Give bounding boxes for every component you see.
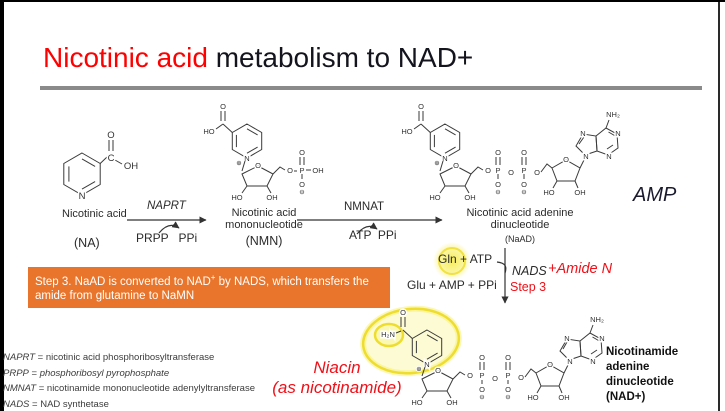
atom-label: O <box>479 385 485 394</box>
niacin-annotation <box>266 358 408 398</box>
atom-label: HO <box>401 127 413 136</box>
atom-label: N <box>442 154 448 163</box>
naad-label <box>452 207 588 244</box>
atom-label: O <box>418 102 424 111</box>
charge-label: ⊖ <box>479 394 485 401</box>
na-abbr: (NA) <box>74 236 100 250</box>
footnote-abbr: NADS <box>3 398 30 410</box>
atom-label: OH <box>446 398 458 407</box>
atom-label: HO <box>203 127 215 136</box>
atom-label: O <box>505 385 511 394</box>
atom-label: N <box>580 129 586 138</box>
atom-label: O <box>299 148 305 157</box>
nmn-line2: mononucleotide <box>225 219 303 232</box>
atom-label: N <box>244 154 250 163</box>
atom-label: N <box>564 334 570 343</box>
footnote-desc: nicotinamide mononucleotide adenylyltransferase <box>46 383 255 394</box>
charge-label: ⊖ <box>505 394 511 401</box>
atom-label: O <box>518 373 524 382</box>
atom-label: O <box>492 374 498 383</box>
step3-input: Gln + ATP <box>438 252 493 266</box>
step3-label: Step 3 <box>510 280 547 294</box>
atom-label: OH <box>123 161 139 172</box>
enzyme-nads: NADS <box>512 264 547 278</box>
step2-cofactors: ATP PPi <box>349 228 397 242</box>
atom-label: O <box>479 353 485 362</box>
atom-label: OH <box>558 393 570 402</box>
footnote-abbr: PRPP <box>3 367 29 379</box>
atom-label: O <box>255 161 261 170</box>
amide-annotation: +Amide N <box>548 261 613 277</box>
footnote-eq: = <box>28 367 40 379</box>
niacin-line2: (as nicotinamide) <box>272 378 402 397</box>
footnote-nads <box>3 397 255 411</box>
atom-label: O <box>485 166 491 175</box>
footnote-desc: NAD synthetase <box>40 398 109 410</box>
footnote-prpp <box>3 366 255 382</box>
atom-label: OH <box>464 193 476 202</box>
atom-label: N <box>599 334 605 343</box>
nmn-structure <box>203 102 323 202</box>
charge-label: ⊖ <box>495 189 501 196</box>
naad-structure <box>401 102 620 202</box>
atom-label: O <box>495 148 501 157</box>
atom-label: HO <box>429 193 441 202</box>
atom-label: O <box>563 155 569 164</box>
atom-label: NH₂ <box>590 315 604 324</box>
atom-label: O <box>220 102 226 111</box>
nad-line1: Nicotinamide <box>606 346 679 358</box>
atom-label: P <box>495 166 501 175</box>
nmn-label <box>205 207 323 248</box>
atom-label: O <box>495 180 501 189</box>
footnote-naprt <box>3 350 255 366</box>
callout-line1-post: by NADS, which transfers the <box>215 275 369 288</box>
atom-label: C <box>107 153 115 164</box>
atom-label: O <box>453 161 459 170</box>
atom-label: NH₂ <box>606 110 620 119</box>
title-highlight: Nicotinic acid <box>43 42 208 73</box>
atom-label: O <box>299 180 305 189</box>
naad-abbr: (NaAD) <box>504 233 535 244</box>
atom-label: O <box>287 166 293 175</box>
atom-label: O <box>534 168 540 177</box>
charge-label: ⊕ <box>236 160 242 167</box>
step1-cofactors: PRPP PPi <box>136 231 198 245</box>
atom-label: O <box>521 180 527 189</box>
nmn-abbr: (NMN) <box>245 233 283 248</box>
callout-line1: Step 3. NaAD is converted to NAD <box>35 275 211 288</box>
callout-sup: + <box>210 273 216 282</box>
atom-label: P <box>521 166 527 175</box>
enzyme-naprt: NAPRT <box>147 200 186 212</box>
niacin-line1: Niacin <box>313 358 361 377</box>
atom-label: OH <box>574 188 586 197</box>
title-rest: metabolism to NAD+ <box>207 42 474 73</box>
atom-label: HO <box>411 398 423 407</box>
atom-label: O <box>505 353 511 362</box>
atom-label: N <box>567 357 573 366</box>
atom-label: O <box>435 366 441 375</box>
atom-label: O <box>107 130 115 141</box>
enzyme-nmnat: NMNAT <box>344 201 385 213</box>
step3-output: Glu + AMP + PPi <box>407 278 497 292</box>
atom-label: N <box>424 360 430 369</box>
charge-label: ⊕ <box>434 160 440 167</box>
atom-label: OH <box>266 193 278 202</box>
atom-label: P <box>505 371 511 380</box>
step3-callout <box>28 267 390 308</box>
footnote-abbr: NMNAT <box>3 383 37 394</box>
nad-product-label <box>606 345 718 405</box>
atom-label: OH <box>312 166 324 175</box>
atom-label: H₂N <box>381 330 395 339</box>
atom-label: N <box>590 357 596 366</box>
naad-line2: dinucleotide <box>490 219 550 232</box>
atom-label: HO <box>527 393 539 402</box>
atom-label: N <box>615 129 621 138</box>
footnote-eq: = <box>36 383 47 394</box>
charge-label: ⊕ <box>416 366 422 373</box>
naad-line1: Nicotinic acid adenine <box>466 207 574 219</box>
amp-label: AMP <box>633 184 677 206</box>
atom-label: O <box>521 148 527 157</box>
atom-label: P <box>299 166 305 175</box>
footnote-desc: phosphoribosyl pyrophosphate <box>39 367 170 379</box>
nicotinic-acid-structure <box>64 130 138 202</box>
atom-label: O <box>547 360 553 369</box>
na-label: Nicotinic acid <box>62 208 127 220</box>
footnotes <box>3 350 255 411</box>
atom-label: O <box>400 308 406 317</box>
footnote-desc: nicotinic acid phosphoribosyltransferase <box>45 352 215 363</box>
atom-label: O <box>467 371 473 380</box>
nad-line3: (NAD+) <box>606 391 646 403</box>
atom-label: N <box>583 152 589 161</box>
atom-label: O <box>508 168 514 177</box>
footnote-eq: = <box>35 352 46 363</box>
atom-label: P <box>479 371 485 380</box>
atom-label: HO <box>543 188 555 197</box>
charge-label: ⊖ <box>521 189 527 196</box>
nmn-line1: Nicotinic acid <box>231 207 297 219</box>
footnote-abbr: NAPRT <box>3 352 36 363</box>
atom-label: N <box>78 191 86 202</box>
atom-label: HO <box>231 193 243 202</box>
charge-label: ⊖ <box>299 189 305 196</box>
nad-line2: adenine dinucleotide <box>606 361 674 388</box>
footnote-eq: = <box>29 398 41 410</box>
footnote-nmnat <box>3 381 255 397</box>
atom-label: N <box>606 152 612 161</box>
callout-line2: amide from glutamine to NaMN <box>35 290 195 303</box>
